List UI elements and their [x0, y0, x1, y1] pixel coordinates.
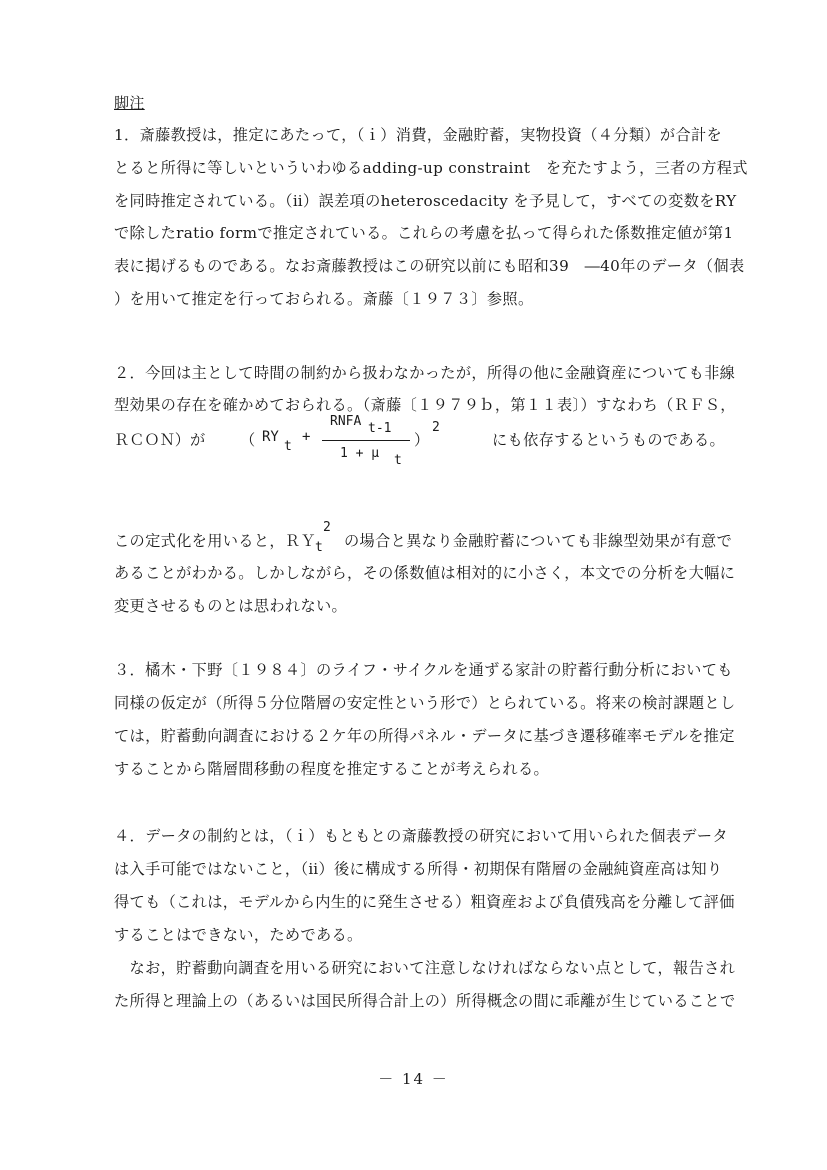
formula-close-paren: ）: [414, 431, 430, 449]
formula-ry: RY: [262, 429, 279, 445]
note2b-line-3: 変更させるものとは思われない。: [114, 597, 348, 615]
note4-line-2: は入手可能ではないこと，（ⅱ）後に構成する所得・初期保有階層の金融純資産高は知り: [114, 860, 723, 878]
formula-lead: ＲＣＯＮ）が: [114, 431, 206, 449]
note2-line-1: ２．今回は主として時間の制約から扱わなかったが，所得の他に金融資産についても非線: [114, 364, 736, 382]
formula-numerator: RNFA: [330, 414, 362, 429]
note2b-post: の場合と異なり金融貯蓄についても非線型効果が有意で: [344, 532, 733, 550]
page-number: － 14 －: [378, 1070, 449, 1088]
note2b-line-2: あることがわかる。しかしながら，その係数値は相対的に小さく，本文での分析を大幅に: [114, 564, 736, 582]
formula-denominator: 1 + μ: [340, 446, 380, 461]
note3-line-1: ３．橘木・下野〔１９８４〕のライフ・サイクルを通ずる家計の貯蓄行動分析においても: [114, 661, 733, 679]
note1-line-2: とると所得に等しいといういわゆるadding-up constraint を充たすよう，三者の方程式: [114, 159, 748, 177]
note4-line-4: することはできない，ためである。: [114, 926, 363, 944]
note3-line-3: ては，貯蓄動向調査における２ケ年の所得パネル・データに基づき遷移確率モデルを推定: [114, 727, 735, 745]
note4-line-1: ４．データの制約とは，（ｉ）もともとの斎藤教授の研究において用いられた個表データ: [114, 827, 728, 845]
formula-power: 2: [432, 420, 440, 435]
note2b-superscript: 2: [323, 520, 331, 535]
formula-open-paren: （: [240, 431, 256, 449]
note2b-pre: この定式化を用いると，ＲＹ: [114, 532, 316, 550]
note2b-subscript: t: [315, 540, 323, 555]
formula-plus: +: [302, 429, 311, 445]
formula-denominator-subscript: t: [394, 453, 402, 468]
note1-line-3: を同時推定されている。（ⅱ）誤差項のheteroscedacity を予見して，すべての変数をRY: [114, 192, 737, 210]
formula-trail: にも依存するというものである。: [492, 431, 726, 449]
formula-numerator-subscript: t-1: [368, 421, 392, 436]
note1-line-4: で除したratio formで推定されている。これらの考慮を払って得られた係数推定値が第1: [114, 224, 734, 242]
note1-line-5: 表に掲げるものである。なお斎藤教授はこの研究以前にも昭和39 ―40年のデータ（個表: [114, 257, 745, 275]
note4-line-5: なお，貯蓄動向調査を用いる研究において注意しなければならない点として，報告され: [114, 959, 736, 977]
note4-line-3: 得ても（これは，モデルから内生的に発生させる）粗資産および負債残高を分離して評価: [114, 893, 735, 911]
note4-line-6: た所得と理論上の（あるいは国民所得合計上の）所得概念の間に乖離が生じていることで: [114, 992, 736, 1010]
note3-line-2: 同様の仮定が（所得５分位階層の安定性という形で）とられている。将来の検討課題とし: [114, 694, 736, 712]
footnote-heading: 脚注: [114, 94, 145, 112]
note3-line-4: することから階層間移動の程度を推定することが考えられる。: [114, 760, 550, 778]
note2-line-2: 型効果の存在を確かめておられる。（斎藤〔１９７９ｂ，第１１表〕）すなわち（ＲＦＳ，: [114, 396, 736, 414]
formula-fraction-bar: [322, 440, 410, 441]
formula-ry-subscript: t: [284, 439, 292, 454]
note1-line-1: 1．斎藤教授は，推定にあたって，（ｉ）消費，金融貯蓄，実物投資（４分類）が合計を: [114, 126, 723, 144]
note1-line-6: ）を用いて推定を行っておられる。斎藤〔１９７３〕参照。: [114, 290, 534, 308]
